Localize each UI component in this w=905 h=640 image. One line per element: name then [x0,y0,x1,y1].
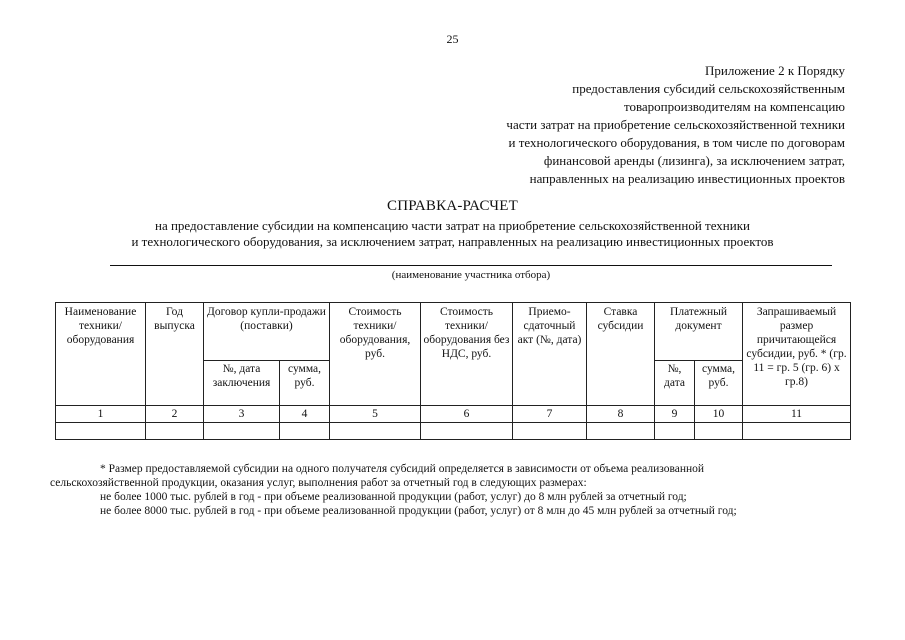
appendix-line: направленных на реализацию инвестиционных проектов [529,171,845,186]
header-subsidy-rate: Ставка субсидии [587,303,655,406]
header-payment-doc: Платежный документ [655,303,743,361]
column-number: 11 [743,406,851,423]
subtitle-line: и технологического оборудования, за исключением затрат, направленных на реализацию инвестиционных проектов [131,234,774,249]
empty-cell [56,423,146,440]
header-contract-number-date: №, дата заключения [204,361,280,406]
header-contract: Договор купли-продажи (поставки) [204,303,330,361]
column-number: 9 [655,406,695,423]
header-cost: Стоимость техники/ оборудования, руб. [330,303,421,406]
header-contract-sum: сумма, руб. [280,361,330,406]
appendix-line: Приложение 2 к Порядку [705,63,845,78]
page-number: 25 [446,32,459,46]
column-number: 8 [587,406,655,423]
empty-cell [330,423,421,440]
footnote-item: не более 8000 тыс. рублей в год - при объеме реализованной продукции (работ, услуг) от 8 млн до 45 млн рублей за отчетный год; [100,505,737,517]
column-number: 7 [513,406,587,423]
header-acceptance-act: Приемо-сдаточный акт (№, дата) [513,303,587,406]
appendix-line: финансовой аренды (лизинга), за исключением затрат, [543,153,845,168]
appendix-line: и технологического оборудования, в том числе по договорам [508,135,845,150]
appendix-header [506,62,845,188]
empty-cell [655,423,695,440]
header-cost-no-vat: Стоимость техники/ оборудования без НДС, руб. [421,303,513,406]
column-number: 1 [56,406,146,423]
document-title: СПРАВКА-РАСЧЕТ [387,198,518,214]
empty-data-row [56,423,851,440]
subtitle-line: на предоставление субсидии на компенсацию части затрат на приобретение сельскохозяйственной техники [155,218,750,233]
appendix-line: товаропроизводителям на компенсацию [623,99,845,114]
empty-cell [204,423,280,440]
document-subtitle [70,218,835,250]
column-number: 6 [421,406,513,423]
footnote-continuation: сельскохозяйственной продукции, оказания услуг, выполнения работ за отчетный год в следующих размерах: [50,477,587,489]
footnote-item: не более 1000 тыс. рублей в год - при объеме реализованной продукции (работ, услуг) до 8 млн рублей за отчетный год; [100,491,687,503]
appendix-line: части затрат на приобретение сельскохозяйственной техники [506,117,845,132]
empty-cell [695,423,743,440]
calculation-table [55,302,851,440]
empty-cell [513,423,587,440]
empty-cell [587,423,655,440]
participant-name-caption: (наименование участника отбора) [391,269,551,281]
column-number: 2 [146,406,204,423]
header-equipment-name: Наименование техники/ оборудования [56,303,146,406]
empty-cell [421,423,513,440]
header-payment-sum: сумма, руб. [695,361,743,406]
empty-cell [743,423,851,440]
column-number: 10 [695,406,743,423]
header-year: Год выпуска [146,303,204,406]
empty-cell [280,423,330,440]
empty-cell [146,423,204,440]
appendix-line: предоставления субсидий сельскохозяйственным [572,81,845,96]
footnote [50,462,842,518]
participant-name-line [110,265,832,266]
header-requested-subsidy: Запрашиваемый размер причитающейся субсидии, руб. * (гр. 11 = гр. 5 (гр. 6) х гр.8) [743,303,851,406]
column-number: 4 [280,406,330,423]
column-number: 5 [330,406,421,423]
column-number: 3 [204,406,280,423]
header-payment-number-date: №, дата [655,361,695,406]
footnote-main: * Размер предоставляемой субсидии на одного получателя субсидий определяется в зависимости от объема реализованной [100,463,705,475]
